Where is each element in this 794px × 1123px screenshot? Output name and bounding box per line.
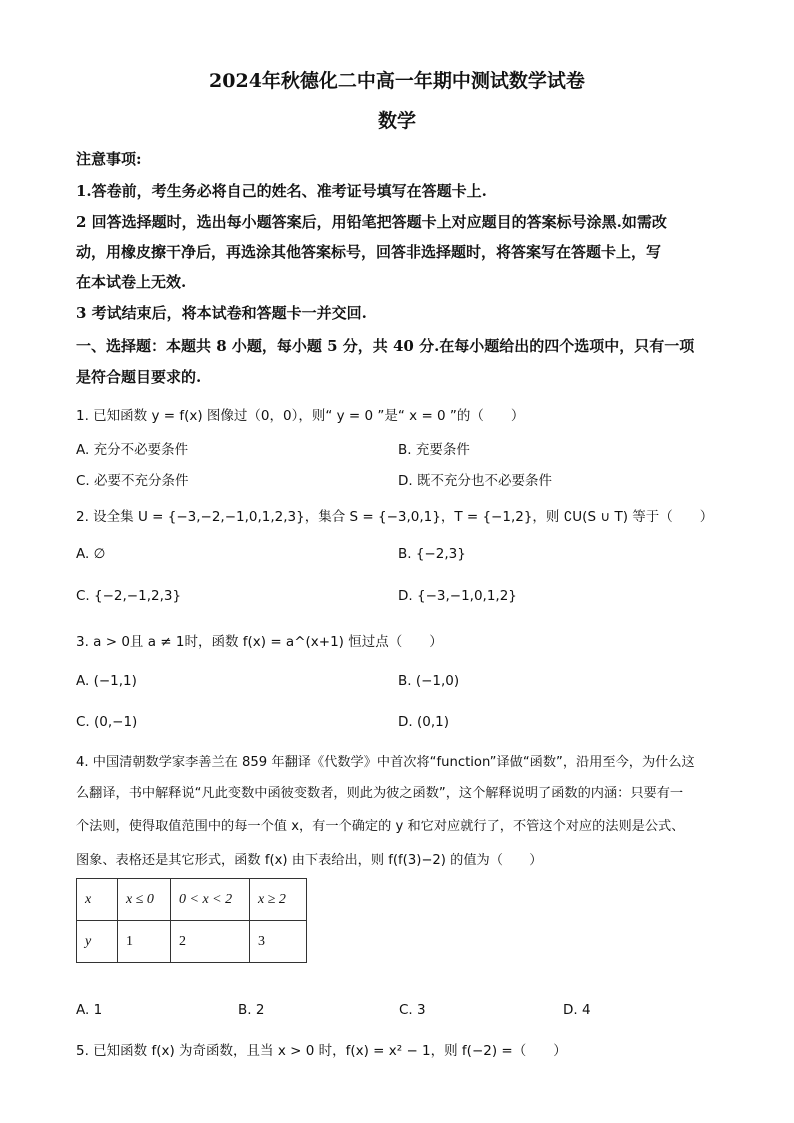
question-3-option-c: C. (0,−1) <box>76 714 138 730</box>
question-4-stem-line-4: 图象、表格还是其它形式，函数 f(x) 由下表给出，则 f(f(3)−2) 的值为（ ） <box>76 853 543 868</box>
question-4-stem-line-1: 4. 中国清朝数学家李善兰在 859 年翻译《代数学》中首次将“function”译做“函数”，沿用至今，为什么这 <box>76 755 695 770</box>
question-1-option-c: C. 必要不充分条件 <box>76 473 189 489</box>
table-value-1: 1 <box>118 921 171 963</box>
question-3-option-d: D. (0,1) <box>398 714 449 730</box>
note-2-line-1: 2 回答选择题时，选出每小题答案后，用铅笔把答题卡上对应题目的答案标号涂黑.如需改 <box>76 213 667 231</box>
table-header-range-2: 0 < x < 2 <box>171 879 250 921</box>
question-3-option-a: A. (−1,1) <box>76 673 137 689</box>
question-1-option-b: B. 充要条件 <box>398 442 470 458</box>
exam-subject: 数学 <box>377 110 416 132</box>
table-value-3: 3 <box>250 921 307 963</box>
table-row-y <box>77 921 307 963</box>
table-value-2: 2 <box>171 921 250 963</box>
function-value-table <box>76 878 307 963</box>
note-3: 3 考试结束后，将本试卷和答题卡一并交回. <box>76 304 367 322</box>
question-1-stem: 1. 已知函数 y = f(x) 图像过（0，0），则“ y = 0 ”是“ x = 0 ”的（ ） <box>76 408 525 424</box>
question-2-option-c: C. {−2,−1,2,3} <box>76 588 182 604</box>
note-1: 1.答卷前，考生务必将自己的姓名、准考证号填写在答题卡上. <box>76 182 487 200</box>
question-4-option-c: C. 3 <box>399 1002 426 1018</box>
question-1-option-d: D. 既不充分也不必要条件 <box>398 473 552 489</box>
question-2-option-b: B. {−2,3} <box>398 546 466 562</box>
section-heading-line-1: 一、选择题：本题共 8 小题，每小题 5 分，共 40 分.在每小题给出的四个选项中，只有一项 <box>76 337 695 355</box>
table-header-range-1: x ≤ 0 <box>118 879 171 921</box>
table-header-range-3: x ≥ 2 <box>250 879 307 921</box>
table-row-x <box>77 879 307 921</box>
question-5-stem: 5. 已知函数 f(x) 为奇函数，且当 x > 0 时，f(x) = x² − 1，则 f(−2) =（ ） <box>76 1043 567 1059</box>
notes-heading: 注意事项: <box>76 150 142 168</box>
table-header-x: x <box>77 879 118 921</box>
question-2-option-a: A. ∅ <box>76 546 106 562</box>
question-2-stem: 2. 设全集 U = {−3,−2,−1,0,1,2,3}，集合 S = {−3,0,1}，T = {−1,2}，则 ∁U(S ∪ T) 等于（ ） <box>76 509 714 525</box>
note-2-line-2: 动，用橡皮擦干净后，再选涂其他答案标号，回答非选择题时，将答案写在答题卡上，写 <box>76 243 662 261</box>
exam-title: 2024年秋德化二中高一年期中测试数学试卷 <box>209 70 585 92</box>
question-4-stem-line-3: 个法则，使得取值范围中的每一个值 x，有一个确定的 y 和它对应就行了，不管这个对应的法则是公式、 <box>76 819 685 834</box>
section-heading-line-2: 是符合题目要求的. <box>76 368 202 386</box>
question-2-option-d: D. {−3,−1,0,1,2} <box>398 588 517 604</box>
question-4-stem-line-2: 么翻译，书中解释说“凡此变数中函彼变数者，则此为彼之函数”，这个解释说明了函数的内涵：只要有一 <box>76 786 684 801</box>
question-1-option-a: A. 充分不必要条件 <box>76 442 189 458</box>
table-label-y: y <box>77 921 118 963</box>
note-2-line-3: 在本试卷上无效. <box>76 273 187 291</box>
question-4-option-d: D. 4 <box>563 1002 591 1018</box>
question-4-option-a: A. 1 <box>76 1002 103 1018</box>
question-3-stem: 3. a > 0且 a ≠ 1时，函数 f(x) = a^(x+1) 恒过点（ ） <box>76 634 443 650</box>
question-4-option-b: B. 2 <box>238 1002 265 1018</box>
question-3-option-b: B. (−1,0) <box>398 673 460 689</box>
